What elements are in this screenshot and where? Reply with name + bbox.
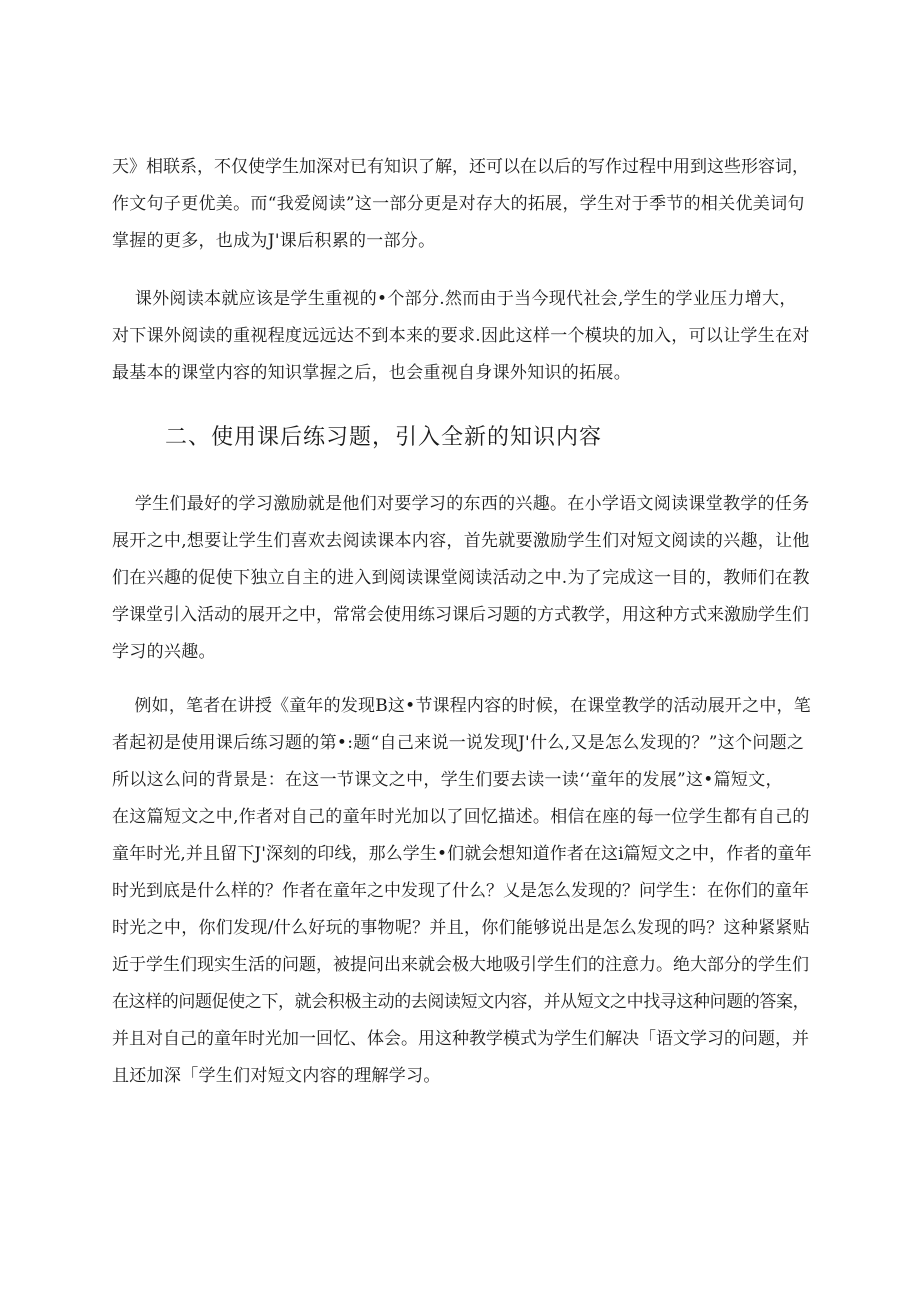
text-line: 童年时光,并且留下J'深刻的印线，那么学生•们就会想知道作者在这i篇短文之中，作者的童年 (112, 844, 812, 864)
text-line: 掌握的更多，也成为J'课后积累的一部分。 (112, 231, 436, 251)
text-line: 近于学生们现实生活的问题，被提问出来就会极大地吸引学生们的注意力。绝大部分的学生们 (112, 955, 809, 975)
text-line: 作文句子更优美。而“我爱阅读”这一部分更是对存大的拓展，学生对于季节的相关优美词句 (112, 194, 805, 214)
text-line: 天》相联系，不仅使学生加深对已有知识了解，还可以在以后的写作过程中用到这些形容词， (112, 157, 809, 177)
text-line: 例如，笔者在讲授《童年的发现B这•节课程内容的时候，在课堂教学的活动展开之中，笔 (112, 696, 811, 716)
paragraph-continuation (112, 149, 812, 260)
text-line: 学课堂引入活动的展开之中，常常会使用练习课后习题的方式教学，用这种方式来激励学生们 (112, 605, 809, 625)
text-line: 在这样的问题促使之下，就会积极主动的去阅读短文内容，并从短文之中找寻这种问题的答案， (112, 992, 810, 1012)
text-line: 并且对自己的童年时光加一回忆、体会。用这种教学模式为学生们解决「语文学习的问题，并 (112, 1029, 809, 1049)
text-line: 时光之中，你们发现/什么好玩的事物呢？并且，你们能够说出是怎么发现的吗？这种紧紧贴 (112, 918, 811, 938)
text-line: 展开之中,想要让学生们喜欢去阅读课本内容，首先就要激励学生们对短文阅读的兴趣，让他 (112, 531, 810, 551)
text-line: 课外阅读本就应该是学生重视的•个部分.然而由于当今现代社会,学生的学业压力增大， (112, 289, 797, 309)
text-line: 所以这么问的背景是：在这一节课文之中，学生们要去读一读‘‘童年的发展”这•篇短文， (112, 770, 783, 790)
paragraph-extracurricular-reading (112, 281, 812, 392)
paragraph-learning-motivation (112, 486, 812, 671)
text-line: 最基本的课堂内容的知识掌握之后，也会重视自身课外知识的拓展。 (112, 363, 631, 383)
text-line: 学生们最好的学习激励就是他们对要学习的东西的兴趣。在小学语文阅读课堂教学的任务 (112, 494, 810, 514)
section-heading: 二、使用课后练习题，引入全新的知识内容 (165, 425, 603, 450)
text-line: 且还加深「学生们对短文内容的理解学习。 (112, 1066, 441, 1086)
text-line: 们在兴趣的促使下独立自主的进入到阅读课堂阅读活动之中.为了完成这一目的，教师们在教 (112, 568, 810, 588)
text-line: 时光到底是什么样的？作者在童年之中发现了什么？乂是怎么发现的？问学生：在你们的童年 (112, 881, 809, 901)
text-line: 在这篇短文之中,作者对自己的童年时光加以了回忆描述。相信在座的每一位学生都有自己的 (112, 807, 810, 827)
text-line: 对下课外阅读的重视程度远远达不到本来的要求.因此这样一个模块的加入，可以让学生在对 (112, 326, 810, 346)
text-line: 者起初是使用课后练习题的第•:题“自己来说一说发现J'什么,又是怎么发现的？”这个问题之 (112, 733, 805, 753)
text-line: 学习的兴趣。 (112, 642, 216, 662)
paragraph-example (112, 688, 812, 1095)
